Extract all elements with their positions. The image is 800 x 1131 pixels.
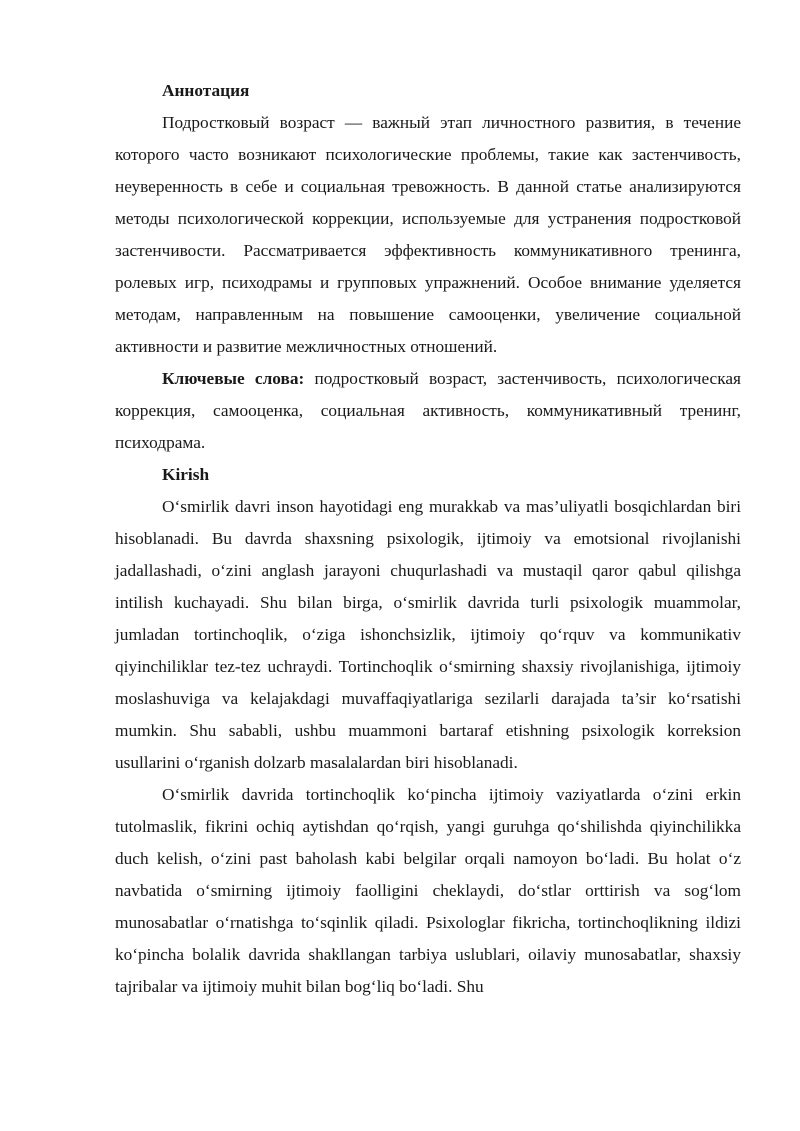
keywords-paragraph — [115, 363, 741, 459]
intro-paragraph-1: O‘smirlik davri inson hayotidagi eng murakkab va mas’uliyatli bosqichlardan biri hisoblanadi. Bu davrda shaxsning psixologik, ijtimoiy va emotsional rivojlanishi jadallashadi, o‘zini anglash jarayoni chuqurlashadi va mustaqil qaror qabul qilishga intilish kuchayadi. Shu bilan birga, o‘smirlik davrida turli psixologik muammolar, jumladan tortinchoqlik, o‘ziga ishonchsizlik, ijtimoiy qo‘rquv va kommunikativ qiyinchiliklar tez-tez uchraydi. Tortinchoqlik o‘smirning shaxsiy rivojlanishiga, ijtimoiy moslashuviga va kelajakdagi muvaffaqiyatlariga sezilarli darajada ta’sir ko‘rsatishi mumkin. Shu sababli, ushbu muammoni bartaraf etishning psixologik korreksion usullarini o‘rganish dolzarb masalalardan biri hisoblanadi. — [115, 497, 741, 772]
intro-paragraph-2: O‘smirlik davrida tortinchoqlik ko‘pincha ijtimoiy vaziyatlarda o‘zini erkin tutolmaslik, fikrini ochiq aytishdan qo‘rqish, yangi guruhga qo‘shilishda qiyinchilikka duch kelish, o‘zini past baholash kabi belgilar orqali namoyon bo‘ladi. Bu holat o‘z navbatida o‘smirning ijtimoiy faolligini cheklaydi, do‘stlar orttirish va sog‘lom munosabatlar o‘rnatishga to‘sqinlik qiladi. Psixologlar fikricha, tortinchoqlikning ildizi ko‘pincha bolalik davrida shakllangan tarbiya uslublari, oilaviy munosabatlar, shaxsiy tajribalar va ijtimoiy muhit bilan bog‘liq bo‘ladi. Shu — [115, 785, 741, 996]
keywords-text: подростковый возраст, застенчивость, психологическая коррекция, самооценка, социальная активность, коммуникативный тренинг, психодрама. — [115, 369, 741, 452]
keywords-label: Ключевые слова: — [162, 369, 305, 388]
intro-heading: Kirish — [162, 465, 210, 484]
page-content — [115, 75, 741, 1003]
annotation-heading: Аннотация — [162, 81, 250, 100]
annotation-paragraph: Подростковый возраст — важный этап личностного развития, в течение которого часто возникают психологические проблемы, такие как застенчивость, неуверенность в себе и социальная тревожность. В данной статье анализируются методы психологической коррекции, используемые для устранения подростковой застенчивости. Рассматривается эффективность коммуникативного тренинга, ролевых игр, психодрамы и групповых упражнений. Особое внимание уделяется методам, направленным на повышение самооценки, увеличение социальной активности и развитие межличностных отношений. — [115, 113, 741, 356]
